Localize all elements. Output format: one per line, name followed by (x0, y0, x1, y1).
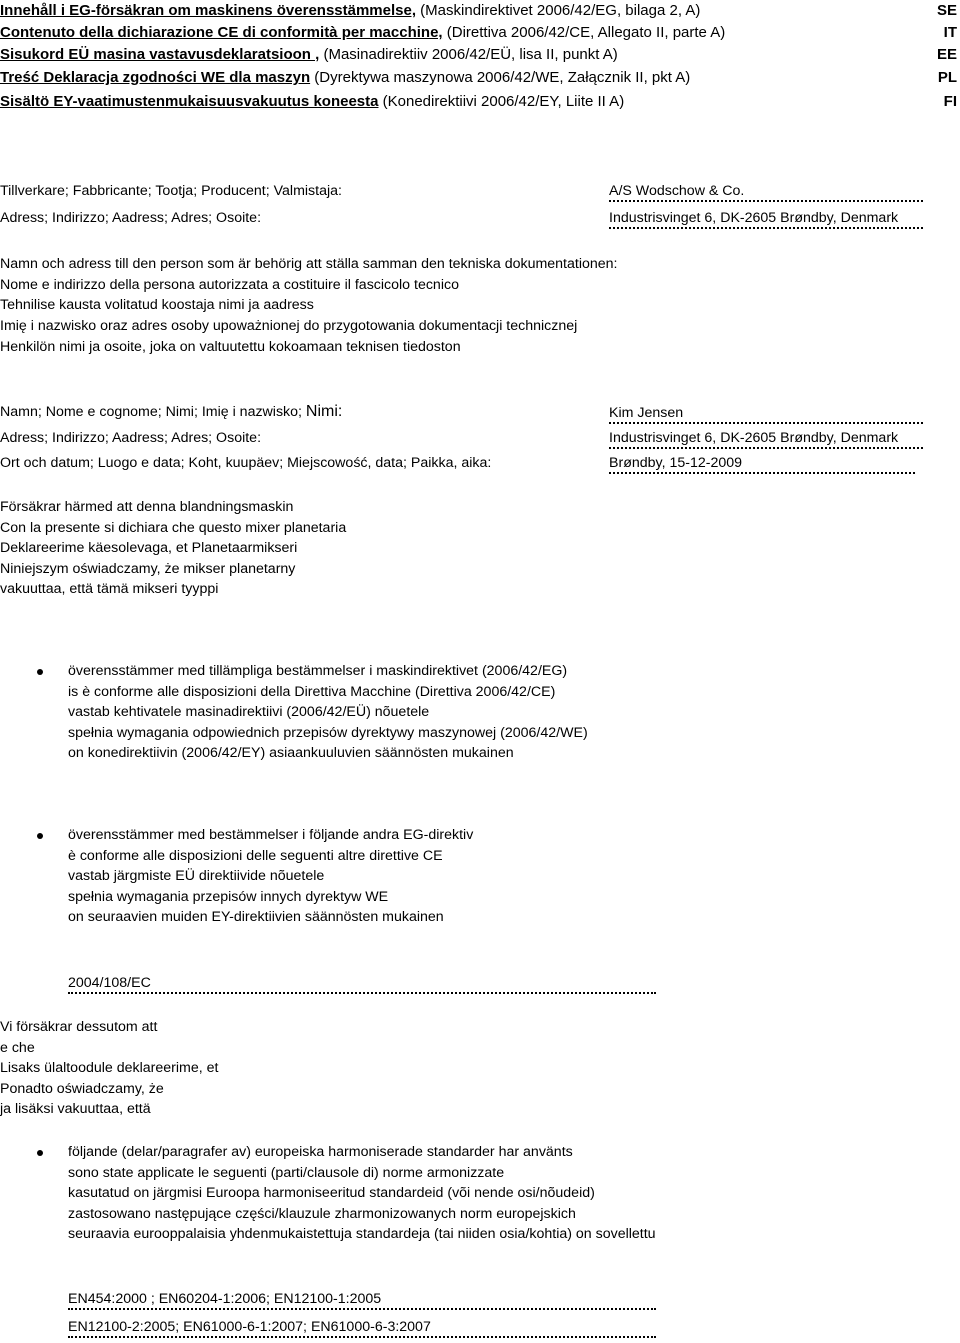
further-line: e che (0, 1040, 35, 1056)
declaration-line: Con la presente si dichiara che questo mixer planetaria (0, 520, 347, 536)
person-address-value: Industrisvinget 6, DK-2605 Brøndby, Denmark (609, 431, 923, 449)
header-row-it (0, 25, 725, 40)
person-address-label: Adress; Indirizzo; Aadress; Adres; Osoite: (0, 430, 262, 446)
header-reference: (Dyrektywa maszynowa 2006/42/WE, Załącznik II, pkt A) (310, 69, 691, 86)
bullet-line: on konedirektiivin (2006/42/EY) asiaankuuluvien säännösten mukainen (68, 745, 514, 761)
header-row-fi (0, 94, 624, 109)
header-title: Treść Deklaracja zgodności WE dla maszyn (0, 69, 311, 86)
tech-doc-line: Tehnilise kausta volitatud koostaja nimi ja aadress (0, 297, 314, 313)
manufacturer-address-value: Industrisvinget 6, DK-2605 Brøndby, Denmark (609, 211, 923, 229)
bullet-line: on seuraavien muiden EY-direktiivien säännösten mukainen (68, 909, 444, 925)
manufacturer-address-label: Adress; Indirizzo; Aadress; Adres; Osoite: (0, 210, 262, 226)
bullet-dot (37, 833, 43, 839)
header-title: Contenuto della dichiarazione CE di conformità per macchine, (0, 24, 443, 41)
header-title: Innehåll i EG-försäkran om maskinens överensstämmelse, (0, 2, 417, 19)
bullet-line: zastosowano następujące części/klauzule zharmonizowanych norm europejskich (68, 1206, 576, 1222)
header-title: Sisukord EÜ masina vastavusdeklaratsioon , (0, 46, 320, 63)
bullet-line: vastab järgmiste EÜ direktiivide nõuetele (68, 868, 325, 884)
bullet-line: spełnia wymagania przepisów innych dyrektyw WE (68, 889, 389, 905)
tech-doc-line: Nome e indirizzo della persona autorizzata a costituire il fascicolo tecnico (0, 277, 459, 293)
person-name-label-text: Namn; Nome e cognome; Nimi; Imię i nazwisko; (0, 404, 306, 420)
tech-doc-line: Imię i nazwisko oraz adres osoby upoważnionej do przygotowania dokumentacji technicznej (0, 318, 578, 334)
place-date-value: Brøndby, 15-12-2009 (609, 456, 915, 474)
bullet-line: è conforme alle disposizioni delle seguenti altre direttive CE (68, 848, 443, 864)
bullet-dot (37, 669, 43, 675)
bullet-line: överensstämmer med bestämmelser i följande andra EG-direktiv (68, 827, 474, 843)
further-line: ja lisäksi vakuuttaa, että (0, 1101, 151, 1117)
manufacturer-label: Tillverkare; Fabbricante; Tootja; Producent; Valmistaja: (0, 183, 342, 199)
bullet-line: vastab kehtivatele masinadirektiivi (2006/42/EÜ) nõuetele (68, 704, 430, 720)
person-name-label-tail: Nimi: (305, 403, 343, 420)
header-reference: (Masinadirektiiv 2006/42/EÜ, lisa II, punkt A) (319, 46, 618, 63)
bullet-line: följande (delar/paragrafer av) europeiska harmoniserade standarder har använts (68, 1144, 573, 1160)
header-row-ee (0, 47, 618, 62)
declaration-line: vakuuttaa, että tämä mikseri tyyppi (0, 581, 219, 597)
bullet-line: kasutatud on järgmisi Euroopa harmoniseeritud standardeid (või nende osi/nõudeid) (68, 1185, 595, 1201)
bullet-line: spełnia wymagania odpowiednich przepisów dyrektywy maszynowej (2006/42/WE) (68, 725, 588, 741)
person-name-value: Kim Jensen (609, 406, 923, 424)
header-title: Sisältö EY-vaatimustenmukaisuusvakuutus koneesta (0, 93, 379, 110)
other-directive-value: 2004/108/EC (68, 976, 656, 994)
standards-value-1: EN454:2000 ; EN60204-1:2006; EN12100-1:2005 (68, 1292, 656, 1310)
tech-doc-line: Henkilön nimi ja osoite, joka on valtuutettu kokoamaan teknisen tiedoston (0, 339, 461, 355)
language-code-ee: EE (936, 46, 957, 63)
bullet-line: is è conforme alle disposizioni della Direttiva Macchine (Direttiva 2006/42/CE) (68, 684, 556, 700)
person-name-label (0, 404, 342, 420)
declaration-line: Deklareerime käesolevaga, et Planetaarmikseri (0, 540, 298, 556)
bullet-line: seuraavia eurooppalaisia yhdenmukaistettuja standardeja (tai niiden osia/kohtia) on sovellettu (68, 1226, 656, 1242)
declaration-line: Niniejszym oświadczamy, że mikser planetarny (0, 561, 296, 577)
header-reference: (Direttiva 2006/42/CE, Allegato II, parte A) (442, 24, 726, 41)
header-row-pl (0, 70, 690, 85)
bullet-line: sono state applicate le seguenti (parti/clausole di) norme armonizzate (68, 1165, 505, 1181)
manufacturer-value: A/S Wodschow & Co. (609, 184, 923, 202)
further-line: Vi försäkrar dessutom att (0, 1019, 158, 1035)
further-line: Lisaks ülaltoodule deklareerime, et (0, 1060, 219, 1076)
header-reference: (Konedirektiivi 2006/42/EY, Liite II A) (378, 93, 625, 110)
language-code-fi: FI (943, 93, 957, 110)
language-code-se: SE (936, 2, 957, 19)
bullet-dot (37, 1150, 43, 1156)
declaration-line: Försäkrar härmed att denna blandningsmaskin (0, 499, 294, 515)
tech-doc-line: Namn och adress till den person som är behörig att ställa samman den tekniska dokumentationen: (0, 256, 618, 272)
header-row-se (0, 3, 700, 18)
language-code-it: IT (943, 24, 957, 41)
further-line: Ponadto oświadczamy, że (0, 1081, 164, 1097)
header-reference: (Maskindirektivet 2006/42/EG, bilaga 2, A) (416, 2, 701, 19)
place-date-label: Ort och datum; Luogo e data; Koht, kuupäev; Miejscowość, data; Paikka, aika: (0, 455, 492, 471)
language-code-pl: PL (937, 69, 957, 86)
bullet-line: överensstämmer med tillämpliga bestämmelser i maskindirektivet (2006/42/EG) (68, 663, 568, 679)
standards-value-2: EN12100-2:2005; EN61000-6-1:2007; EN61000-6-3:2007 (68, 1320, 656, 1338)
